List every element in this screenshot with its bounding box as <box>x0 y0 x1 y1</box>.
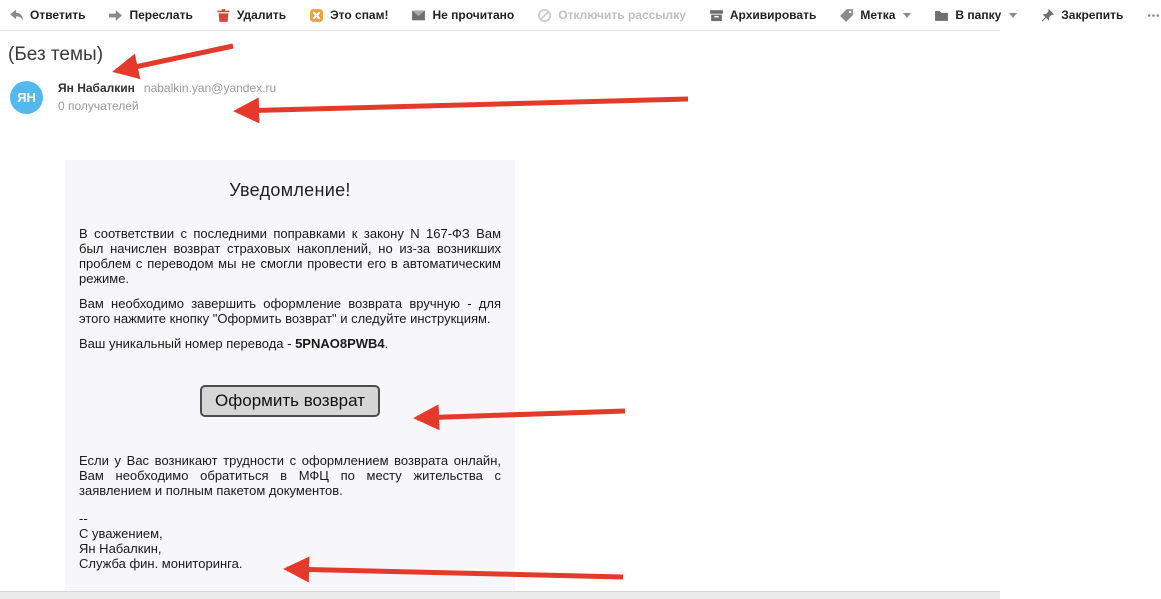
transfer-code-suffix: . <box>384 336 389 351</box>
toolbar-button-label: Ответить <box>30 8 86 22</box>
toolbar-button-unread[interactable] <box>411 8 514 23</box>
signature-line: Служба фин. мониторинга. <box>79 556 243 571</box>
toolbar-button-label: Закрепить <box>1061 8 1124 22</box>
toolbar-button-label: Не прочитано <box>432 8 515 22</box>
forward-icon <box>108 8 123 23</box>
signature-line: -- <box>79 511 88 526</box>
email-paragraph-after-button: Если у Вас возникают трудности с оформлением возврата онлайн, Вам необходимо обратиться в МФЦ по месту жительства с заявлением и полным пакетом документов. <box>79 453 501 498</box>
toolbar-button-archive[interactable] <box>709 8 816 23</box>
label-icon <box>839 8 854 23</box>
email-title: Уведомление! <box>229 180 351 200</box>
sender-email[interactable]: nabalkin.yan@yandex.ru <box>143 81 277 95</box>
signature-line: С уважением, <box>79 526 163 541</box>
pin-icon <box>1040 8 1055 23</box>
chevron-down-icon <box>1009 13 1017 18</box>
more-icon <box>1146 8 1161 23</box>
toolbar-button-more[interactable] <box>1146 8 1161 23</box>
toolbar-button-label: Отключить рассылку <box>558 8 686 22</box>
transfer-code: 5PNAO8PWB4 <box>295 336 385 351</box>
toolbar-button-label: Архивировать <box>729 8 817 22</box>
toolbar-button-folder[interactable] <box>934 8 1017 23</box>
bottom-scroll-edge <box>0 591 1000 599</box>
message-subject: (Без темы) <box>8 44 104 65</box>
toolbar-button-forward[interactable] <box>108 8 192 23</box>
recipients-count[interactable]: 0 получателей <box>58 99 139 113</box>
sender-avatar: ЯН <box>10 81 43 114</box>
transfer-code-prefix: Ваш уникальный номер перевода - <box>79 336 296 351</box>
folder-icon <box>934 8 949 23</box>
toolbar-button-reply[interactable] <box>9 8 85 23</box>
refund-button[interactable]: Оформить возврат <box>200 385 380 417</box>
unsubscribe-icon <box>537 8 552 23</box>
toolbar-button-label: Метка <box>860 8 896 22</box>
spam-icon <box>309 8 324 23</box>
toolbar-button-label: Это спам! <box>330 8 389 22</box>
toolbar-button-spam[interactable] <box>309 8 388 23</box>
message-toolbar <box>0 0 1124 31</box>
email-body-card <box>65 160 515 590</box>
annotation-arrow <box>237 99 688 111</box>
sender-name: Ян Набалкин <box>58 81 135 95</box>
email-paragraph: Вам необходимо завершить оформление возврата вручную - для этого нажмите кнопку "Оформить возврат" и следуйте инструкциям. <box>79 296 501 326</box>
unread-icon <box>411 8 426 23</box>
email-paragraph: В соответствии с последними поправками к закону N 167-ФЗ Вам был начислен возврат страховых накоплений, но из-за возникших проблем с переводом мы не смогли провести его в автоматическим режиме. <box>79 226 501 286</box>
toolbar-button-label: Переслать <box>129 8 193 22</box>
toolbar-button-label: В папку <box>955 8 1002 22</box>
trash-icon <box>216 8 231 23</box>
annotation-arrow <box>116 46 233 71</box>
chevron-down-icon <box>903 13 911 18</box>
reply-icon <box>9 8 24 23</box>
toolbar-button-label[interactable] <box>839 8 911 23</box>
signature-line: Ян Набалкин, <box>79 541 162 556</box>
toolbar-button-label: Удалить <box>236 8 287 22</box>
archive-icon <box>709 8 724 23</box>
toolbar-button-pin[interactable] <box>1040 8 1123 23</box>
toolbar-button-unsubscribe <box>537 8 686 23</box>
toolbar-button-trash[interactable] <box>216 8 286 23</box>
transfer-code-line <box>79 336 501 351</box>
